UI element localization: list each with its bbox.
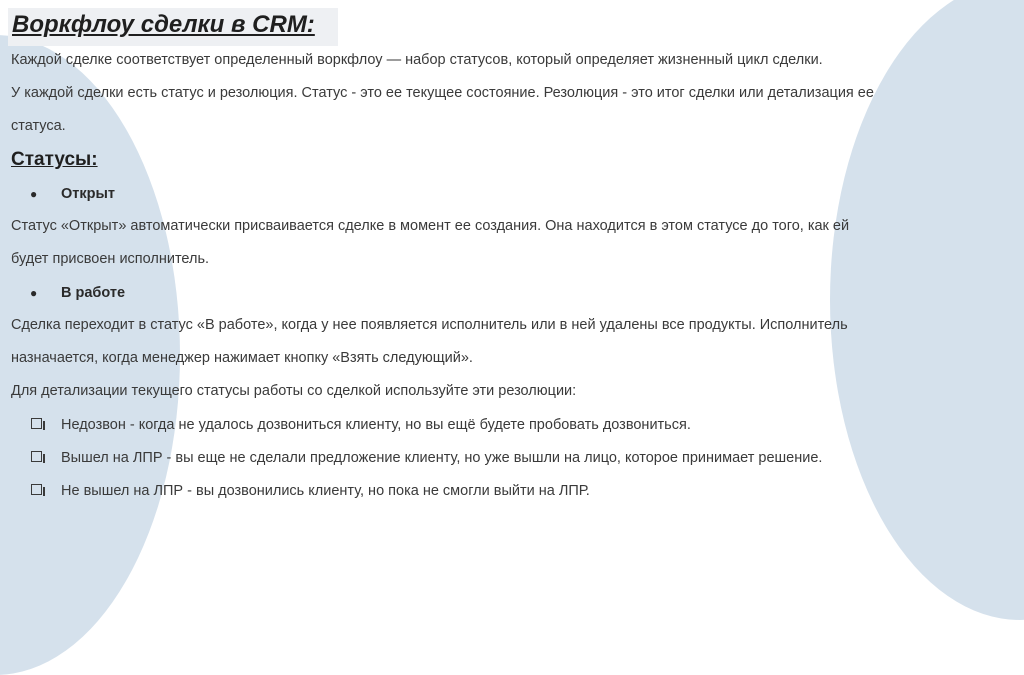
bullet-dot-icon: ● [30, 285, 38, 300]
status-in-work-label: В работе [61, 284, 126, 301]
intro-line-3: статуса. [11, 118, 66, 134]
resolution-text: Недозвон - когда не удалось дозвониться клиенту, но вы ещё будете пробовать дозвониться. [61, 416, 691, 433]
status-in-work-desc-3: Для детализации текущего статусы работы со сделкой используйте эти резолюции: [11, 383, 577, 399]
intro-line-2: У каждой сделки есть статус и резолюция. Статус - это ее текущее состояние. Резолюция - это итог сделки или детализация ее [11, 85, 874, 101]
slide-body [11, 44, 1011, 507]
status-in-work-item [11, 276, 1011, 309]
statuses-heading: Статусы: [11, 149, 98, 170]
resolution-text: Не вышел на ЛПР - вы дозвонились клиенту, но пока не смогли выйти на ЛПР. [61, 482, 590, 499]
resolution-item [11, 474, 1011, 507]
status-open-item [11, 177, 1011, 210]
checkbox-bullet-icon [11, 450, 61, 466]
status-open-label: Открыт [61, 185, 115, 202]
status-in-work-desc-2: назначается, когда менеджер нажимает кнопку «Взять следующий». [11, 350, 473, 366]
resolution-text: Вышел на ЛПР - вы еще не сделали предложение клиенту, но уже вышли на лицо, которое принимает решение. [61, 449, 823, 466]
bullet-dot-icon: ● [30, 186, 38, 201]
checkbox-bullet-icon [11, 483, 61, 499]
checkbox-bullet-icon [11, 417, 61, 433]
page-title: Воркфлоу сделки в CRM: [12, 11, 315, 38]
status-open-desc-1: Статус «Открыт» автоматически присваивается сделке в момент ее создания. Она находится в этом статусе до того, как ей [11, 218, 850, 234]
status-in-work-desc-1: Сделка переходит в статус «В работе», когда у нее появляется исполнитель или в ней удалены все продукты. Исполнитель [11, 317, 848, 333]
intro-line-1: Каждой сделке соответствует определенный воркфлоу — набор статусов, который определяет жизненный цикл сделки. [11, 52, 823, 68]
resolution-item [11, 441, 1011, 474]
status-open-desc-2: будет присвоен исполнитель. [11, 251, 210, 267]
resolution-item [11, 408, 1011, 441]
